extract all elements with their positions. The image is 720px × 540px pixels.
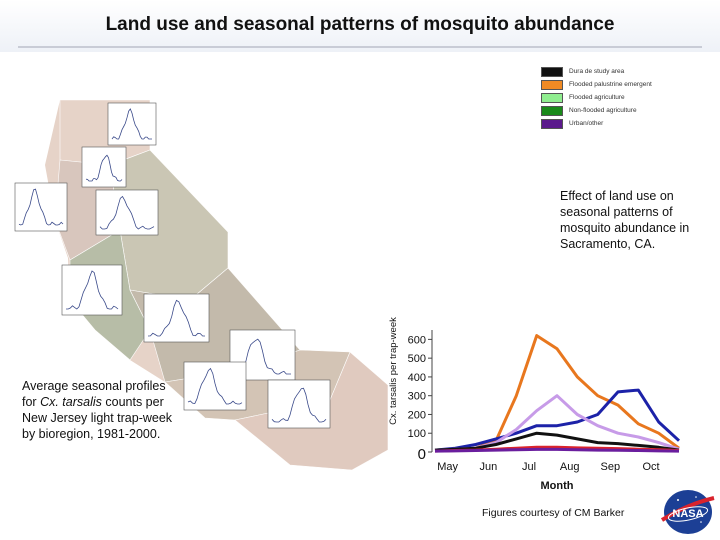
slide-title: Land use and seasonal patterns of mosquito abundance	[105, 14, 615, 35]
x-tick-label: Oct	[642, 461, 660, 473]
x-tick-label: Jul	[521, 461, 537, 473]
series-line-5	[435, 449, 679, 451]
right-caption: Effect of land use on seasonal patterns of mosquito abundance in Sacramento, CA.	[560, 189, 690, 251]
y-tick-label: 200	[407, 409, 426, 422]
x-tick-label: Aug	[559, 461, 580, 473]
y-tick-label: 600	[407, 334, 426, 347]
legend-label: Urban/other	[569, 120, 604, 127]
y-axis-title: Cx. tarsalis per trap-week	[388, 317, 399, 425]
y-tick-label: 100	[407, 428, 426, 441]
legend-label: Non-flooded agriculture	[569, 107, 637, 114]
y-tick-label: 500	[407, 353, 426, 366]
legend-label: Flooded palustrine emergent	[569, 81, 652, 88]
figure-credit: Figures courtesy of CM Barker	[482, 507, 625, 519]
y-tick-label: 300	[407, 390, 426, 403]
legend-label: Dura de study area	[569, 68, 625, 75]
left-caption-part-3: counts per New Jersey light trap-week by bioregion, 1981-2000.	[22, 395, 173, 441]
x-tick-label: May	[437, 461, 459, 473]
nasa-logo-text: NASA	[672, 508, 704, 520]
x-tick-label: Jun	[479, 461, 498, 473]
left-caption-italic: Cx. tarsalis	[40, 395, 102, 409]
legend-label: Flooded agriculture	[569, 94, 625, 101]
x-tick-label: Sep	[600, 461, 621, 473]
y-tick-label: 0	[417, 446, 426, 463]
x-axis-title: Month	[540, 480, 574, 492]
left-caption-part-1: Average seasonal profiles for	[22, 379, 166, 409]
y-tick-label: 400	[407, 371, 426, 384]
nasa-logo	[658, 486, 718, 538]
